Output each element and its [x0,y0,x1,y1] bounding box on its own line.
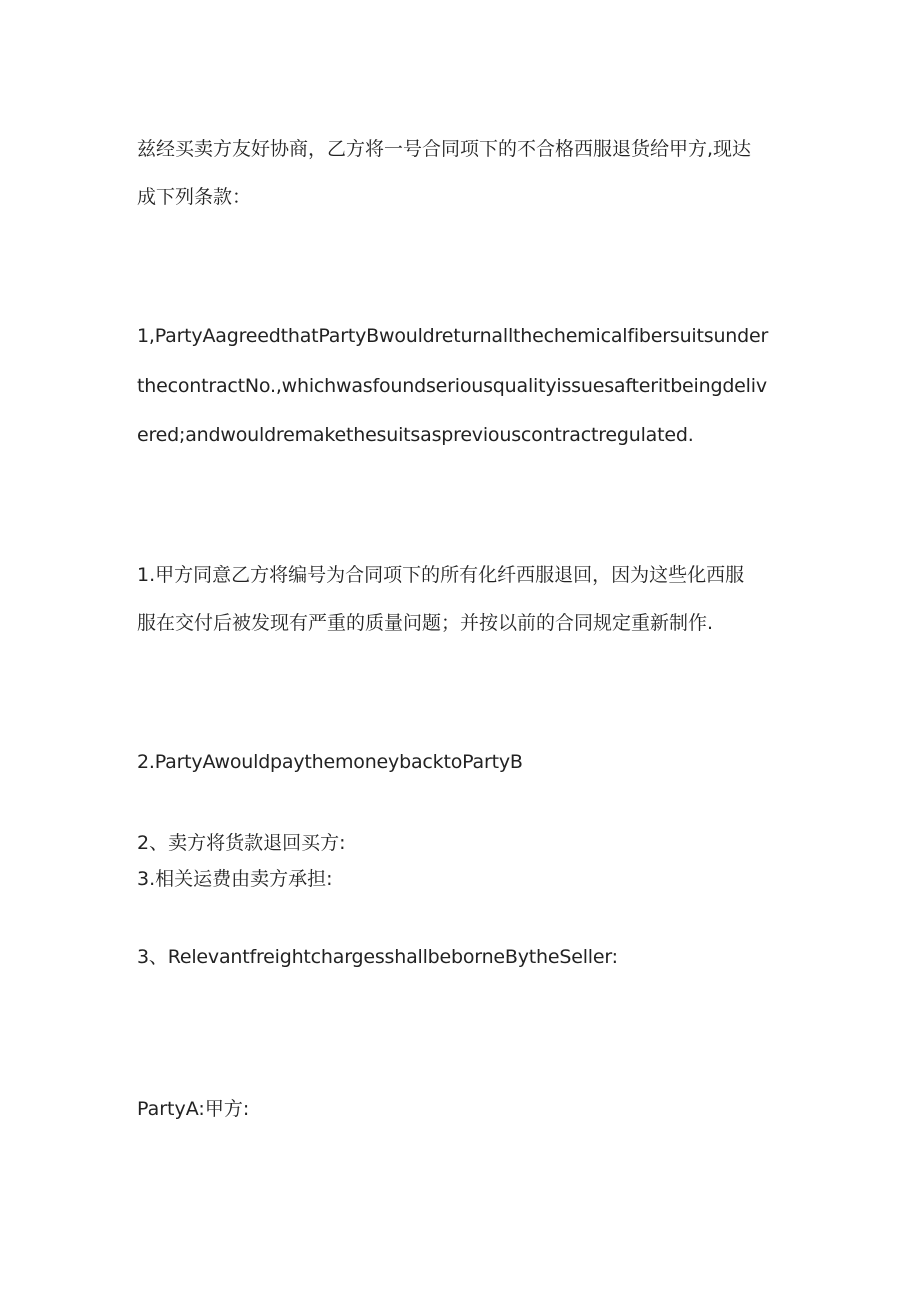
clause1-zh-line-2: 服在交付后被发现有严重的质量问题；并按以前的合同规定重新制作. [137,612,714,634]
intro-line-1: 兹经买卖方友好协商，乙方将一号合同项下的不合格西服退货给甲方,现达 [137,138,752,160]
clause3-zh: 3.相关运费由卖方承担: [137,868,333,890]
signature-party-a: PartyA:甲方: [137,1098,250,1120]
clause2-en: 2.PartyAwouldpaythemoneybacktoPartyB [137,751,523,773]
clause3-en: 3、RelevantfreightchargesshallbeborneBytheSeller: [137,946,618,968]
clause1-en-line-2: thecontractNo.,whichwasfoundseriousqualityissuesafteritbeingdeliv [137,375,767,397]
clause1-en-line-1: 1,PartyAagreedthatPartyBwouldreturnallthechemicalfibersuitsunder [137,325,769,347]
clause2-zh: 2、卖方将货款退回买方: [137,832,346,854]
intro-line-2: 成下列条款： [137,186,252,208]
clause1-zh-line-1: 1.甲方同意乙方将编号为合同项下的所有化纤西服退回，因为这些化西服 [137,564,745,586]
clause1-en-line-3: ered;andwouldremakethesuitsaspreviouscontractregulated. [137,424,694,446]
